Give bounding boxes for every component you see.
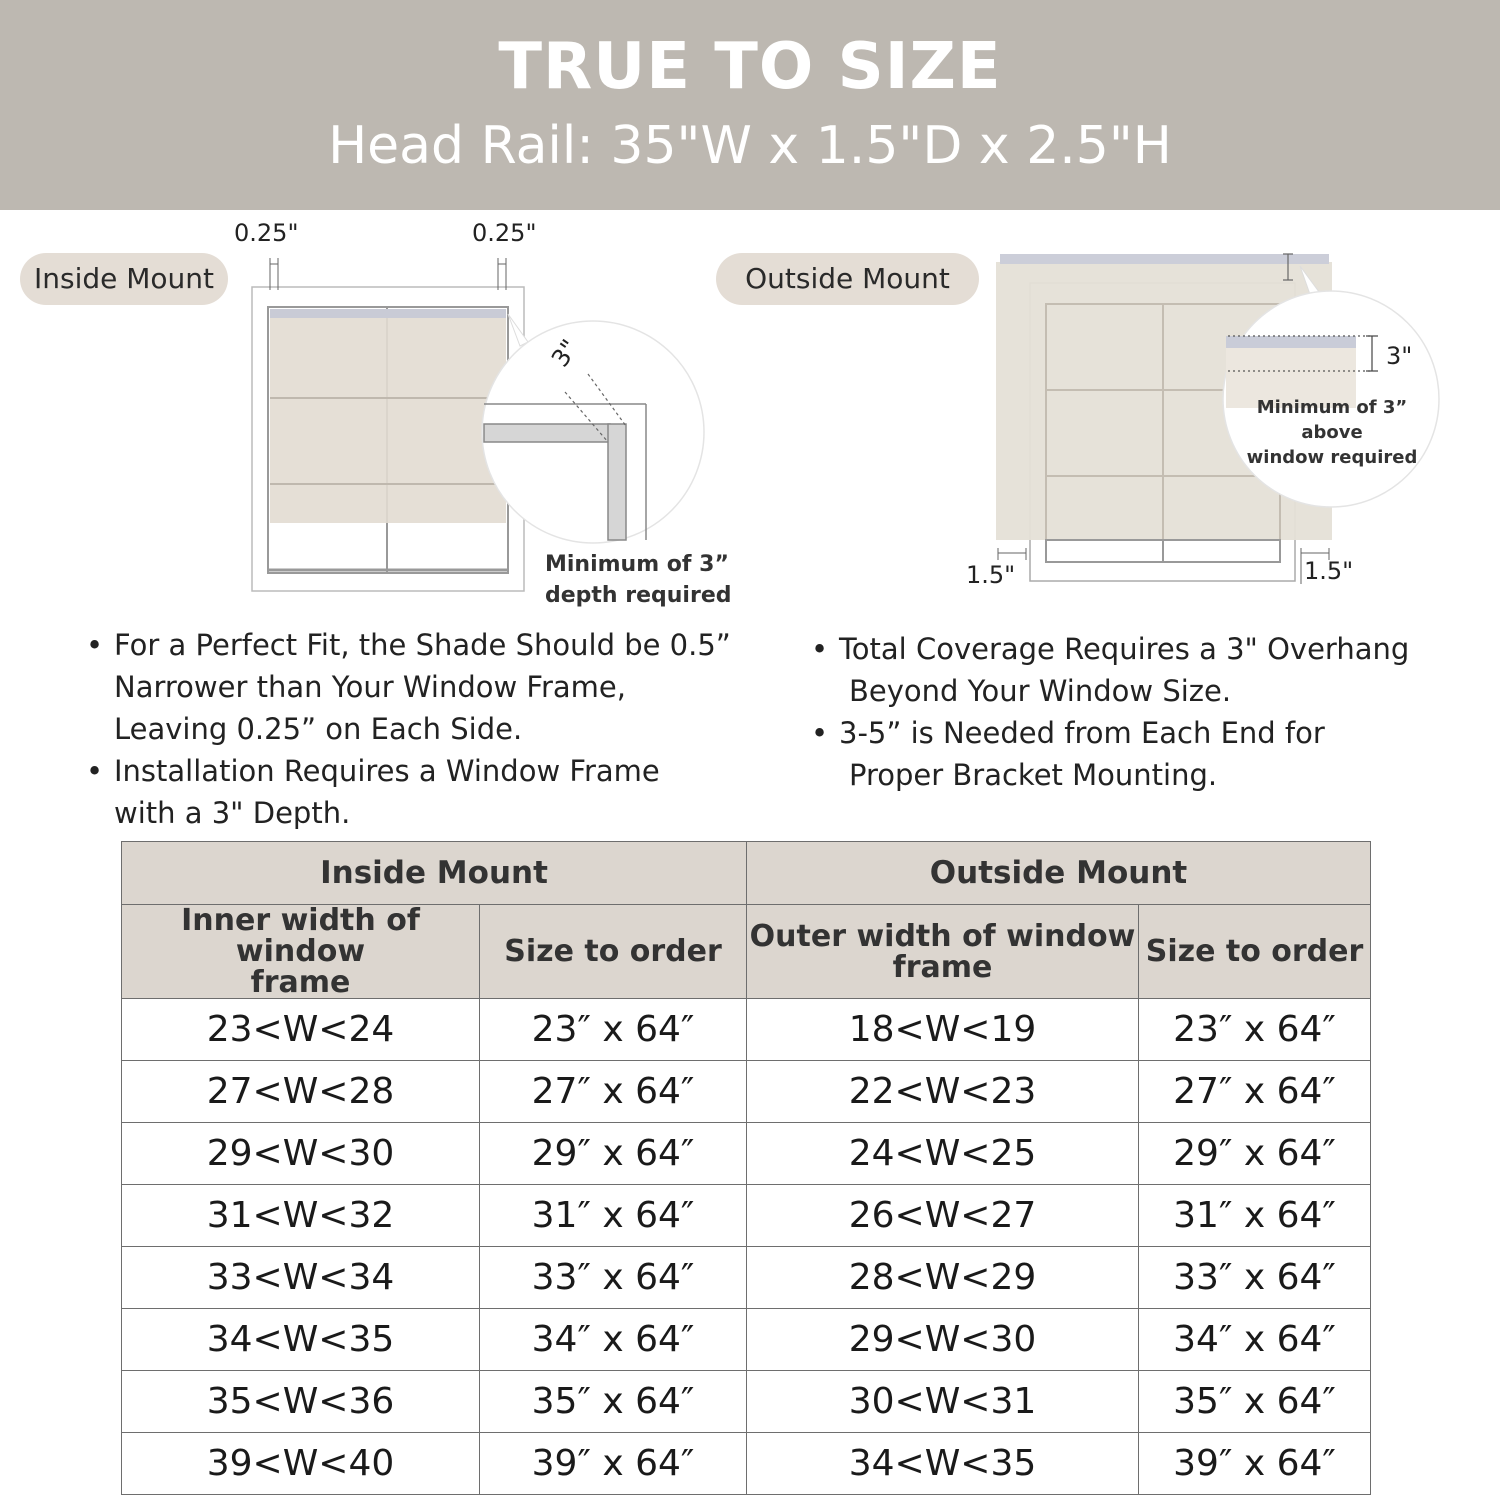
table-cell: 29″ x 64″ — [480, 1123, 747, 1185]
inside-depth-note-line2: depth required — [545, 583, 732, 608]
column-header-inside-size: Size to order — [480, 905, 747, 999]
table-cell: 28<W<29 — [747, 1247, 1139, 1309]
table-cell: 34″ x 64″ — [480, 1309, 747, 1371]
inside-depth-label: 3" — [546, 334, 585, 373]
table-cell: 26<W<27 — [747, 1185, 1139, 1247]
list-item: • For a Perfect Fit, the Shade Should be 0.5” Narrower than Your Window Frame, Leaving 0.25” on Each Side. — [86, 624, 766, 750]
outside-above-label: 3" — [1386, 342, 1413, 370]
table-cell: 23<W<24 — [122, 999, 480, 1061]
inside-right-gap-label: 0.25" — [472, 219, 537, 247]
table-cell: 29″ x 64″ — [1139, 1123, 1371, 1185]
list-item: • 3-5” is Needed from Each End for Proper Bracket Mounting. — [811, 712, 1471, 796]
page-title: TRUE TO SIZE — [498, 30, 1002, 104]
inside-shade — [270, 309, 506, 523]
table-cell: 33″ x 64″ — [480, 1247, 747, 1309]
table-cell: 35″ x 64″ — [1139, 1371, 1371, 1433]
outside-right-overhang-label: 1.5" — [1304, 557, 1354, 585]
table-cell: 23″ x 64″ — [1139, 999, 1371, 1061]
table-cell: 27″ x 64″ — [480, 1061, 747, 1123]
table-cell: 34<W<35 — [747, 1433, 1139, 1495]
inside-depth-note-line1: Minimum of 3” — [545, 552, 729, 577]
outside-mount-bullets — [811, 628, 1471, 796]
table-row — [122, 1433, 1371, 1495]
list-item: • Installation Requires a Window Frame with a 3" Depth. — [86, 750, 766, 834]
inside-head-rail — [270, 309, 506, 318]
column-header-outside-size: Size to order — [1139, 905, 1371, 999]
size-table — [121, 841, 1371, 1495]
table-cell: 31<W<32 — [122, 1185, 480, 1247]
table-cell: 23″ x 64″ — [480, 999, 747, 1061]
outside-mount-pill: Outside Mount — [716, 253, 979, 305]
table-cell: 39″ x 64″ — [480, 1433, 747, 1495]
inside-depth-note — [545, 549, 732, 611]
outside-above-note-line1: Minimum of 3” above — [1256, 397, 1408, 443]
table-row — [122, 1123, 1371, 1185]
column-header-outer-width: Outer width of window frame — [747, 905, 1139, 999]
table-cell: 27″ x 64″ — [1139, 1061, 1371, 1123]
table-cell: 34″ x 64″ — [1139, 1309, 1371, 1371]
table-row — [122, 1247, 1371, 1309]
table-cell: 35″ x 64″ — [480, 1371, 747, 1433]
table-row — [122, 999, 1371, 1061]
table-cell: 30<W<31 — [747, 1371, 1139, 1433]
table-cell: 31″ x 64″ — [480, 1185, 747, 1247]
table-cell: 29<W<30 — [747, 1309, 1139, 1371]
table-cell: 22<W<23 — [747, 1061, 1139, 1123]
table-row — [122, 1061, 1371, 1123]
table-cell: 33″ x 64″ — [1139, 1247, 1371, 1309]
page-subtitle: Head Rail: 35"W x 1.5"D x 2.5"H — [328, 116, 1172, 176]
table-group-header-inside: Inside Mount — [122, 842, 747, 905]
table-row — [122, 1185, 1371, 1247]
table-cell: 34<W<35 — [122, 1309, 480, 1371]
table-cell: 39<W<40 — [122, 1433, 480, 1495]
outside-head-rail — [1000, 254, 1329, 264]
inside-mount-diagram — [252, 258, 704, 591]
table-cell: 27<W<28 — [122, 1061, 480, 1123]
table-cell: 24<W<25 — [747, 1123, 1139, 1185]
table-cell: 31″ x 64″ — [1139, 1185, 1371, 1247]
table-cell: 29<W<30 — [122, 1123, 480, 1185]
inside-mount-bullets — [86, 624, 766, 834]
outside-above-note — [1226, 395, 1438, 470]
table-cell: 39″ x 64″ — [1139, 1433, 1371, 1495]
inside-left-gap-label: 0.25" — [234, 219, 299, 247]
table-row — [122, 1371, 1371, 1433]
table-cell: 33<W<34 — [122, 1247, 480, 1309]
inside-mount-pill: Inside Mount — [20, 253, 228, 305]
column-header-inner-width: Inner width of window frame — [122, 905, 480, 999]
outside-left-overhang-label: 1.5" — [966, 561, 1016, 589]
table-cell: 18<W<19 — [747, 999, 1139, 1061]
outside-above-note-line2: window required — [1246, 447, 1418, 468]
table-cell: 35<W<36 — [122, 1371, 480, 1433]
list-item: • Total Coverage Requires a 3" Overhang Beyond Your Window Size. — [811, 628, 1471, 712]
table-row — [122, 1309, 1371, 1371]
table-group-header-outside: Outside Mount — [747, 842, 1371, 905]
